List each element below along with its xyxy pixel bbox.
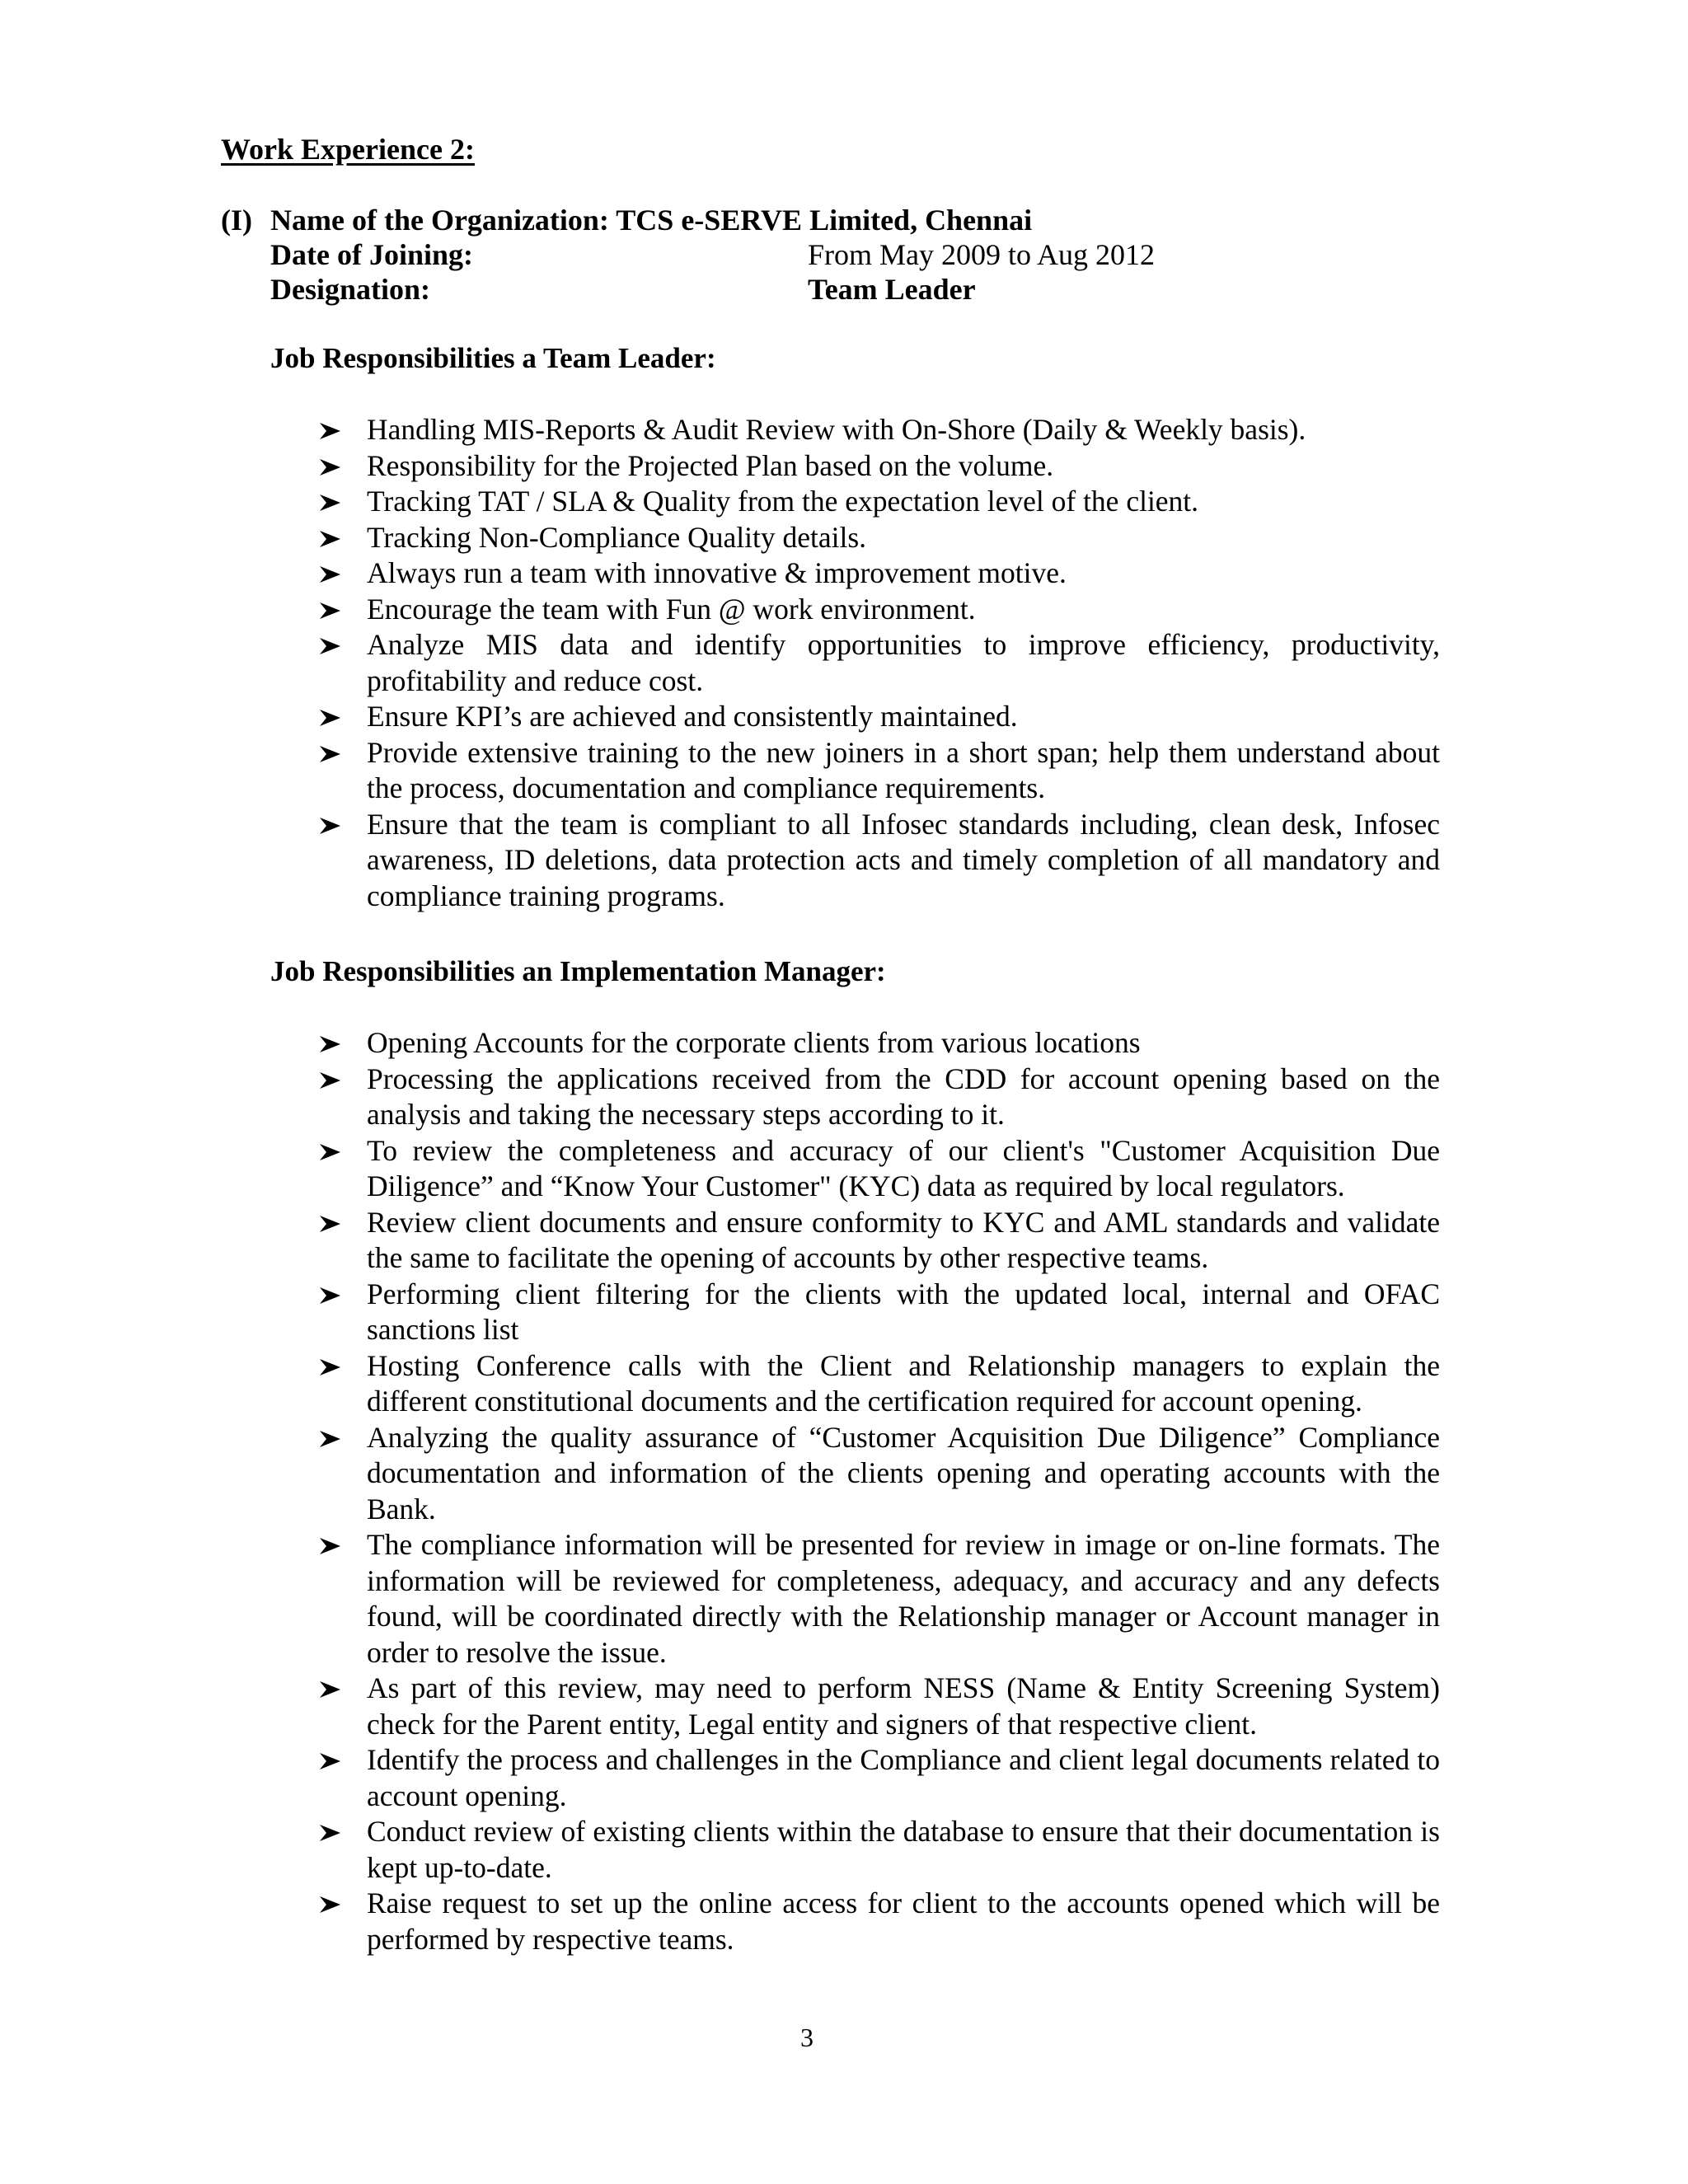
designation-label: Designation: [270,273,431,306]
list-item-text: Analyze MIS data and identify opportunities to improve efficiency, productivity, profitability and reduce cost. [367,628,1440,697]
list-item-text: Opening Accounts for the corporate clients from various locations [367,1026,1141,1059]
page-number: 3 [800,2022,814,2052]
list-item [317,807,1440,915]
list-item-text: Tracking TAT / SLA & Quality from the expectation level of the client. [367,485,1199,518]
organization-row [221,203,1032,237]
item-number: (I) [221,204,252,237]
arrow-bullet-icon [317,1814,350,1850]
list-item-text: Review client documents and ensure conformity to KYC and AML standards and validate the same to facilitate the opening of accounts by other respective teams. [367,1205,1440,1274]
list-item [317,1025,1440,1062]
organization-value: TCS e-SERVE Limited, Chennai [616,204,1033,237]
arrow-bullet-icon [317,1133,350,1169]
arrow-bullet-icon [317,1420,350,1456]
list-item-text: Ensure KPI’s are achieved and consistently maintained. [367,700,1018,733]
arrow-bullet-icon [317,699,350,735]
list-item [317,555,1440,592]
list-item-text: Conduct review of existing clients within the database to ensure that their documentation is kept up-to-date. [367,1815,1440,1884]
arrow-bullet-icon [317,1671,350,1707]
implementation-manager-responsibilities-list [317,1025,1440,1957]
arrow-bullet-icon [317,592,350,628]
list-item [317,1277,1440,1348]
list-item-text: Performing client filtering for the clients with the updated local, internal and OFAC sanctions list [367,1277,1440,1346]
list-item [317,1527,1440,1671]
designation-value: Team Leader [808,273,976,306]
list-item-text: Handling MIS-Reports & Audit Review with On-Shore (Daily & Weekly basis). [367,413,1306,446]
list-item [317,627,1440,699]
list-item-text: Identify the process and challenges in the Compliance and client legal documents related to account opening. [367,1743,1440,1812]
arrow-bullet-icon [317,1527,350,1563]
list-item-text: Processing the applications received from the CDD for account opening based on the analysis and taking the necessary steps according to it. [367,1062,1440,1131]
section-heading: Work Experience 2: [221,133,475,166]
list-item [317,412,1440,448]
arrow-bullet-icon [317,448,350,485]
list-item [317,1133,1440,1205]
list-item [317,1742,1440,1814]
list-item [317,1348,1440,1420]
arrow-bullet-icon [317,735,350,771]
arrow-bullet-icon [317,1025,350,1062]
list-item [317,699,1440,735]
list-item-text: Analyzing the quality assurance of “Customer Acquisition Due Diligence” Compliance documentation and information of the clients opening and operating accounts with the Bank. [367,1420,1440,1526]
list-item [317,592,1440,628]
list-item-text: Always run a team with innovative & improvement motive. [367,556,1067,589]
arrow-bullet-icon [317,1886,350,1922]
list-item [317,1814,1440,1886]
list-item [317,1205,1440,1277]
arrow-bullet-icon [317,484,350,520]
organization-label: Name of the Organization: [270,204,609,237]
list-item-text: Provide extensive training to the new joiners in a short span; help them understand about the process, documentation and compliance requirements. [367,735,1440,804]
list-item [317,1886,1440,1957]
arrow-bullet-icon [317,555,350,592]
list-item-text: Raise request to set up the online access for client to the accounts opened which will be performed by respective teams. [367,1886,1440,1956]
implementation-manager-heading: Job Responsibilities an Implementation Manager: [270,955,886,987]
list-item [317,735,1440,807]
arrow-bullet-icon [317,807,350,843]
list-item-text: The compliance information will be presented for review in image or on-line formats. The information will be reviewed for completeness, adequacy, and accuracy and any defects found, will be coordinated directly with the Relationship manager or Account manager in order to resolve the issue. [367,1528,1440,1669]
arrow-bullet-icon [317,412,350,448]
team-leader-responsibilities-list [317,412,1440,914]
date-of-joining-label: Date of Joining: [270,238,473,271]
list-item-text: To review the completeness and accuracy of our client's "Customer Acquisition Due Diligence” and “Know Your Customer" (KYC) data as required by local regulators. [367,1133,1440,1202]
arrow-bullet-icon [317,1062,350,1098]
list-item [317,520,1440,556]
arrow-bullet-icon [317,627,350,663]
list-item-text: As part of this review, may need to perform NESS (Name & Entity Screening System) check for the Parent entity, Legal entity and signers of that respective client. [367,1671,1440,1741]
date-of-joining-value: From May 2009 to Aug 2012 [808,238,1156,271]
list-item [317,484,1440,520]
arrow-bullet-icon [317,1348,350,1385]
arrow-bullet-icon [317,1742,350,1779]
team-leader-heading: Job Responsibilities a Team Leader: [270,342,716,374]
list-item [317,448,1440,485]
list-item-text: Encourage the team with Fun @ work environment. [367,592,976,626]
list-item-text: Responsibility for the Projected Plan based on the volume. [367,448,1054,482]
list-item-text: Tracking Non-Compliance Quality details. [367,520,867,554]
arrow-bullet-icon [317,520,350,556]
arrow-bullet-icon [317,1205,350,1241]
list-item [317,1671,1440,1742]
list-item-text: Ensure that the team is compliant to all Infosec standards including, clean desk, Infosec awareness, ID deletions, data protection acts and timely completion of all mandatory and compliance training programs. [367,807,1440,912]
list-item [317,1420,1440,1528]
list-item [317,1062,1440,1133]
list-item-text: Hosting Conference calls with the Client and Relationship managers to explain the different constitutional documents and the certification required for account opening. [367,1348,1440,1418]
arrow-bullet-icon [317,1277,350,1313]
